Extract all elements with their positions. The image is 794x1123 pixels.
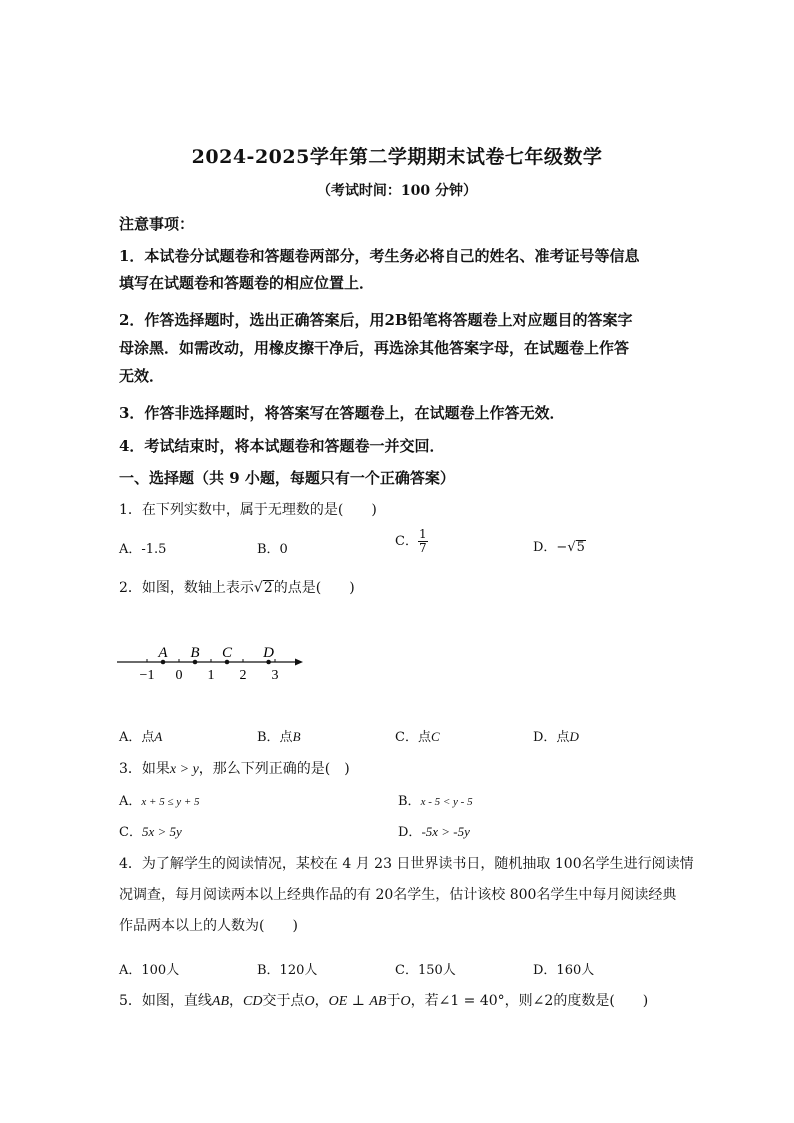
q4-line-1: 4．为了解学生的阅读情况，某校在 4 月 23 日世界读书日，随机抽取 100名学生进行阅读情: [119, 856, 694, 872]
q2-option-a: [119, 726, 162, 745]
q4-option-b: B．120人: [257, 963, 318, 978]
q3-option-c: [119, 821, 182, 840]
number-line-point-label: C: [221, 645, 233, 661]
q5-text-4: ，: [314, 993, 329, 1009]
q1-option-c-prefix: C．: [395, 534, 418, 549]
radicand: 5: [576, 540, 585, 555]
q5-text-2: ，: [229, 993, 244, 1009]
q2-option-d: [533, 726, 579, 745]
q4-option-d: D．160人: [533, 963, 595, 978]
q5-stem: [119, 990, 648, 1010]
number-line-point-label: D: [263, 645, 275, 661]
q3-option-a-prefix: A．: [119, 794, 142, 809]
q5-text-5: 于: [386, 993, 401, 1009]
number-line-point-label: B: [190, 645, 200, 661]
q3-stem-post: ，那么下列正确的是( ): [198, 761, 350, 777]
q2-option-b: [257, 726, 301, 745]
q3-option-d-expr: -5x > -5y: [421, 824, 470, 839]
q2-option-c-letter: C: [430, 729, 440, 744]
q5-text-6: ，若∠1 = 40°，则∠2的度数是( ): [410, 993, 649, 1009]
q3-option-b: [398, 790, 473, 809]
q3-option-b-expr: x - 5 < y - 5: [420, 796, 473, 808]
q2-option-c-prefix: C．点: [395, 730, 431, 745]
q2-option-b-letter: B: [292, 729, 301, 744]
notice-heading: 注意事项：: [119, 215, 195, 233]
q5-text-1: 5．如图，直线: [119, 993, 212, 1009]
number-line-figure: [115, 638, 315, 688]
q1-option-c: [395, 528, 428, 555]
fraction: [418, 528, 428, 555]
perpendicular-symbol: ⊥: [347, 993, 370, 1009]
q2-option-a-prefix: A．点: [119, 730, 155, 745]
q3-option-d: [398, 821, 470, 840]
q3-option-c-prefix: C．: [119, 825, 142, 840]
exam-duration: （考试时间：100 分钟）: [316, 183, 478, 199]
notice-2-line-3: 无效．: [119, 367, 165, 385]
notice-2-line-1: 2．作答选择题时，选出正确答案后，用2B铅笔将答题卷上对应题目的答案字: [119, 311, 633, 329]
q2-option-b-prefix: B．点: [257, 730, 293, 745]
q3-condition: x > y: [169, 762, 199, 777]
fraction-denominator: 7: [418, 541, 427, 555]
q5-line-ab-2: AB: [369, 994, 387, 1009]
q2-option-d-letter: D: [569, 729, 579, 744]
number-line-tick-label: 1: [207, 668, 215, 683]
section-heading: 一、选择题（共 9 小题，每题只有一个正确答案）: [119, 469, 455, 487]
page-title: 2024-2025学年第二学期期末试卷七年级数学: [191, 146, 603, 168]
number-line-tick-label: −1: [139, 668, 155, 683]
notice-4: 4．考试结束时，将本试题卷和答题卷一并交回．: [119, 437, 445, 455]
number-line-tick-label: 3: [271, 668, 279, 683]
q5-line-oe: OE: [328, 994, 348, 1009]
q5-line-cd: CD: [243, 994, 263, 1009]
q1-option-a: A．-1.5: [119, 542, 167, 557]
q3-option-b-prefix: B．: [398, 794, 421, 809]
q1-stem: 1．在下列实数中，属于无理数的是( ): [119, 502, 377, 518]
q4-line-2: 况调查，每月阅读两本以上经典作品的有 20名学生，估计该校 800名学生中每月阅读经典: [119, 887, 677, 903]
q3-option-a-expr: x + 5 ≤ y + 5: [141, 796, 200, 808]
q5-text-3: 交于点: [262, 993, 305, 1009]
notice-1-line-2: 填写在试题卷和答题卷的相应位置上．: [119, 274, 375, 292]
q5-point-o: O: [304, 994, 315, 1009]
q3-option-a: [119, 790, 200, 809]
q3-stem: [119, 758, 350, 778]
number-line-tick-label: 0: [175, 668, 183, 683]
q2-option-d-prefix: D．点: [533, 730, 570, 745]
q4-option-a: A．100人: [119, 963, 180, 978]
q1-option-d: [533, 536, 586, 555]
number-line-tick-label: 2: [239, 668, 247, 683]
q3-option-c-expr: 5x > 5y: [141, 824, 182, 839]
notice-2-line-2: 母涂黑．如需改动，用橡皮擦干净后，再选涂其他答案字母，在试题卷上作答: [119, 339, 630, 357]
radicand: 2: [263, 580, 273, 596]
q1-option-d-prefix: D．−: [533, 540, 568, 555]
radical-sign: √: [253, 580, 263, 596]
notice-1-line-1: 1．本试卷分试题卷和答题卷两部分，考生务必将自己的姓名、准考证号等信息: [119, 247, 640, 265]
q4-option-c: C．150人: [395, 963, 456, 978]
q1-option-b: B．0: [257, 542, 288, 557]
fraction-numerator: 1: [418, 527, 427, 541]
radical-sign: √: [567, 540, 576, 555]
number-line-arrow: [295, 659, 303, 666]
number-line-point-label: A: [158, 645, 168, 661]
q2-option-a-letter: A: [154, 729, 163, 744]
q4-line-3: 作品两本以上的人数为( ): [119, 918, 298, 934]
q3-option-d-prefix: D．: [398, 825, 422, 840]
q3-stem-pre: 3．如果: [119, 761, 170, 777]
q2-stem-post: 的点是( ): [273, 580, 355, 596]
q5-line-ab: AB: [211, 994, 230, 1009]
notice-3: 3．作答非选择题时，将答案写在答题卷上，在试题卷上作答无效．: [119, 404, 565, 422]
q2-option-c: [395, 726, 440, 745]
q2-stem-pre: 2．如图，数轴上表示: [119, 580, 254, 596]
q5-point-o-2: O: [400, 994, 411, 1009]
q2-stem: [119, 577, 355, 597]
